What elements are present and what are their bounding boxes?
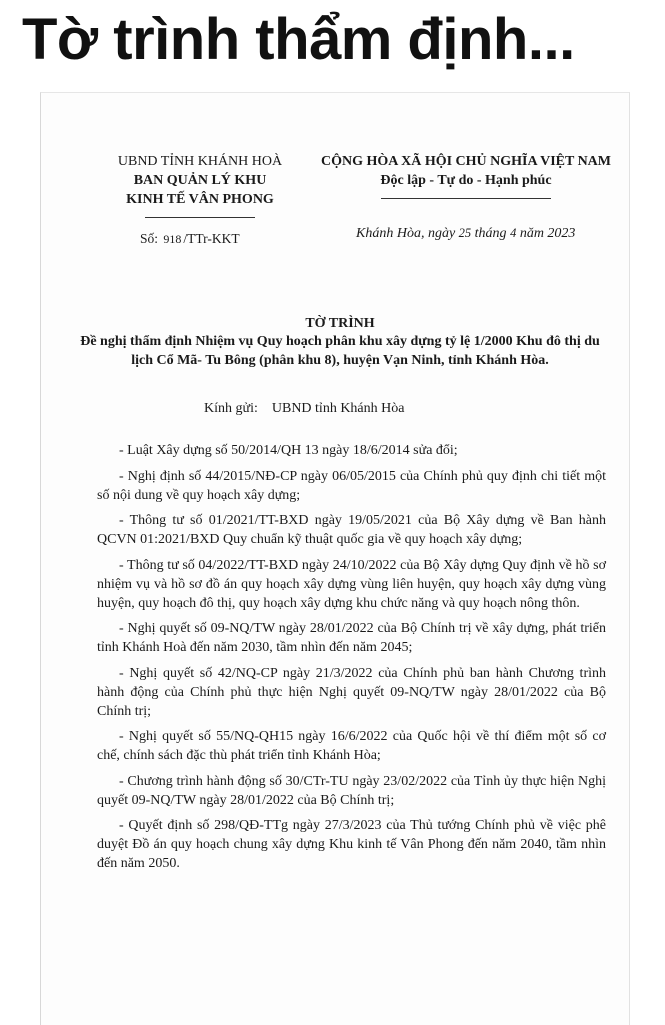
agency-underline xyxy=(145,217,255,218)
recipient-label: Kính gửi: xyxy=(204,401,258,416)
document-heading: TỜ TRÌNH xyxy=(305,316,375,331)
document-number xyxy=(140,231,240,247)
list-item: - Nghị quyết số 42/NQ-CP ngày 21/3/2022 của Chính phủ ban hành Chương trình hành động của Chính phủ thực hiện Nghị quyết 09-NQ/TW ngày 28/01/2022 của Bộ Chính trị; xyxy=(97,665,606,719)
recipient-line xyxy=(204,401,404,417)
document-date xyxy=(356,226,575,242)
issuing-agency-block xyxy=(100,152,300,218)
list-item: - Chương trình hành động số 30/CTr-TU ngày 23/02/2022 của Tỉnh ủy thực hiện Nghị quyết 09-NQ/TW ngày 28/01/2022 của Bộ Chính trị; xyxy=(97,773,606,808)
list-item: - Thông tư số 01/2021/TT-BXD ngày 19/05/2021 của Bộ Xây dựng về Ban hành QCVN 01:2021/BXD Quy chuẩn kỹ thuật quốc gia về quy hoạch xây dựng; xyxy=(97,513,606,547)
date-year: năm 2023 xyxy=(519,226,576,241)
date-month: 4 xyxy=(510,226,517,240)
list-item: - Quyết định số 298/QĐ-TTg ngày 27/3/2023 của Thủ tướng Chính phủ về việc phê duyệt Đồ án quy hoạch chung xây dựng Khu kinh tế Vân Phong đến năm 2040, tầm nhìn đến năm 2050. xyxy=(97,818,606,871)
motto-underline xyxy=(381,198,551,199)
document-subject: Đề nghị thẩm định Nhiệm vụ Quy hoạch phân khu xây dựng tỷ lệ 1/2000 Khu đô thị du lịch Cổ Mã- Tu Bông (phân khu 8), huyện Vạn Ninh, tỉnh Khánh Hòa. xyxy=(80,334,600,368)
legal-basis-list xyxy=(97,441,606,880)
date-prefix: Khánh Hòa, ngày xyxy=(356,226,456,241)
document-number-value: 918 xyxy=(163,232,182,246)
recipient-name: UBND tỉnh Khánh Hòa xyxy=(271,401,405,416)
date-month-label: tháng xyxy=(474,226,507,241)
national-motto-block xyxy=(296,152,636,199)
date-day: 25 xyxy=(458,226,472,240)
document-number-label: Số: xyxy=(140,231,159,246)
list-item: - Nghị định số 44/2015/NĐ-CP ngày 06/05/2015 của Chính phủ quy định chi tiết một số nội dung về quy hoạch xây dựng; xyxy=(97,468,606,503)
list-item: - Nghị quyết số 09-NQ/TW ngày 28/01/2022 của Bộ Chính trị về xây dựng, phát triển tỉnh Khánh Hoà đến năm 2030, tầm nhìn đến năm 2045; xyxy=(97,621,606,655)
document-number-suffix: /TTr-KKT xyxy=(183,231,240,246)
agency-name-line2: KINH TẾ VÂN PHONG xyxy=(126,192,274,207)
national-title: CỘNG HÒA XÃ HỘI CHỦ NGHĨA VIỆT NAM xyxy=(320,154,611,169)
list-item: - Thông tư số 04/2022/TT-BXD ngày 24/10/2022 của Bộ Xây dựng Quy định về hồ sơ nhiệm vụ và hồ sơ đồ án quy hoạch xây dựng vùng liên huyện, quy hoạch xây dựng vùng huyện, quy hoạch đô thị, quy hoạch xây dựng khu chức năng và quy hoạch nông thôn. xyxy=(97,557,606,611)
agency-parent: UBND TỈNH KHÁNH HOÀ xyxy=(117,154,283,169)
banner-title: Tờ trình thẩm định... xyxy=(22,7,575,72)
banner xyxy=(0,0,665,88)
national-motto: Độc lập - Tự do - Hạnh phúc xyxy=(380,173,552,188)
agency-name-line1: BAN QUẢN LÝ KHU xyxy=(133,173,267,188)
list-item: - Luật Xây dựng số 50/2014/QH 13 ngày 18/6/2014 sửa đổi; xyxy=(119,443,458,458)
list-item: - Nghị quyết số 55/NQ-QH15 ngày 16/6/2022 của Quốc hội về thí điểm một số cơ chế, chính sách đặc thù phát triển tỉnh Khánh Hòa; xyxy=(97,729,606,763)
